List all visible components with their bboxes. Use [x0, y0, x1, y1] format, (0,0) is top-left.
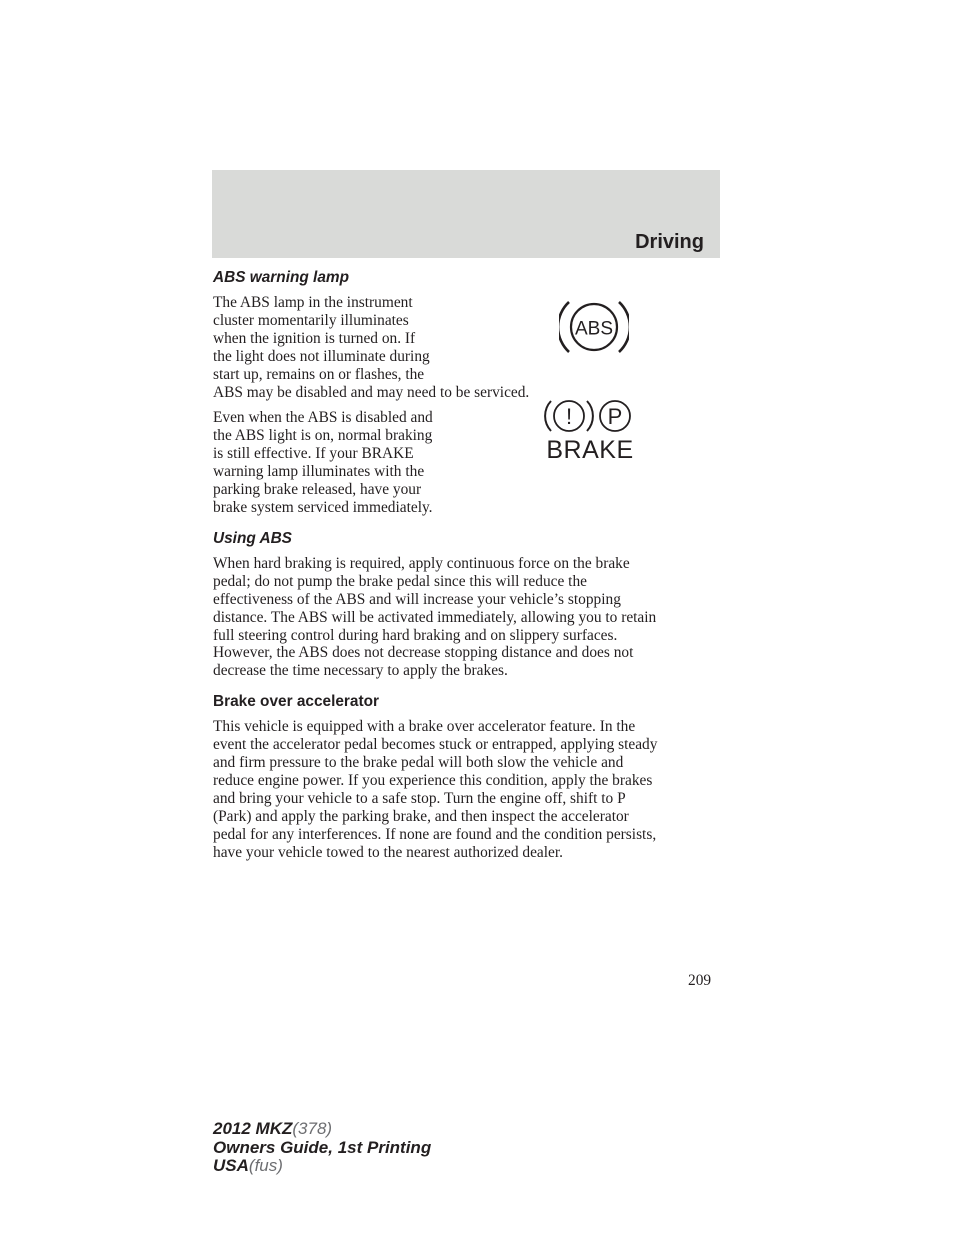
page-number: 209 [688, 972, 712, 989]
text-line: This vehicle is equipped with a brake over accelerator feature. In the [213, 718, 636, 736]
text-line: and firm pressure to the brake pedal will both slow the vehicle and [213, 754, 624, 772]
text-line: cluster momentarily illuminates [213, 311, 409, 329]
abs-warning-heading: ABS warning lamp [213, 269, 349, 286]
text-line: start up, remains on or flashes, the [213, 365, 425, 383]
abs-warning-icon [559, 296, 629, 358]
footer [213, 1120, 431, 1176]
brake-symbols [531, 398, 649, 438]
text-line: distance. The ABS will be activated immediately, allowing you to retain [213, 608, 657, 626]
section-title: Driving [635, 231, 704, 253]
footer-line-1 [213, 1120, 431, 1139]
text-line: when the ignition is turned on. If [213, 329, 416, 347]
footer-line-2 [213, 1139, 431, 1158]
brake-icon-label: BRAKE [546, 436, 634, 464]
using-abs-heading: Using ABS [213, 529, 292, 547]
brake-over-accelerator-heading: Brake over accelerator [213, 693, 379, 711]
page-content [213, 268, 723, 861]
text-line: brake system serviced immediately. [213, 498, 433, 516]
brake-over-accelerator-paragraph [213, 718, 723, 861]
text-line: pedal for any interferences. If none are found and the condition persists, [213, 825, 657, 843]
brake-over-accelerator-section [213, 692, 723, 861]
abs-warning-section [213, 268, 723, 517]
parking-icon: P [607, 404, 623, 429]
abs-icon-label: ABS [574, 318, 614, 340]
brake-warning-icon [531, 398, 649, 464]
text-line: (Park) and apply the parking brake, and then inspect the accelerator [213, 807, 629, 825]
text-line: reduce engine power. If you experience this condition, apply the brakes [213, 771, 653, 789]
text-line: effectiveness of the ABS and will increase your vehicle’s stopping [213, 590, 621, 608]
text-line: When hard braking is required, apply continuous force on the brake [213, 554, 630, 572]
text-line: full steering control during hard braking and on slippery surfaces. [213, 626, 618, 644]
text-line: decrease the time necessary to apply the brakes. [213, 662, 508, 680]
footer-line-3 [213, 1157, 431, 1176]
footer-model-code: (378) [292, 1119, 333, 1138]
text-line: ABS may be disabled and may need to be serviced. [213, 383, 530, 401]
footer-region-code: (fus) [248, 1156, 283, 1176]
text-line: Even when the ABS is disabled and [213, 409, 433, 427]
text-line: the ABS light is on, normal braking [213, 427, 433, 445]
text-line: However, the ABS does not decrease stopping distance and does not [213, 644, 634, 662]
exclamation-icon: ! [565, 404, 573, 429]
text-line: have your vehicle towed to the nearest authorized dealer. [213, 843, 563, 861]
using-abs-section [213, 529, 723, 680]
text-line: pedal; do not pump the brake pedal since this will reduce the [213, 572, 587, 590]
header-band [212, 170, 720, 258]
text-line: parking brake released, have your [213, 481, 422, 499]
using-abs-paragraph [213, 555, 723, 680]
footer-region: USA [213, 1156, 249, 1176]
text-line: and bring your vehicle to a safe stop. Turn the engine off, shift to P [213, 789, 626, 807]
text-line: warning lamp illuminates with the [213, 463, 425, 481]
footer-printing: Owners Guide, 1st Printing [213, 1137, 432, 1157]
text-line: the light does not illuminate during [213, 347, 430, 365]
text-line: event the accelerator pedal becomes stuck or entrapped, applying steady [213, 736, 658, 754]
text-line: is still effective. If your BRAKE [213, 445, 414, 463]
abs-warning-paragraph-1 [213, 294, 723, 401]
footer-model: 2012 MKZ [213, 1119, 293, 1138]
text-line: The ABS lamp in the instrument [213, 294, 413, 311]
